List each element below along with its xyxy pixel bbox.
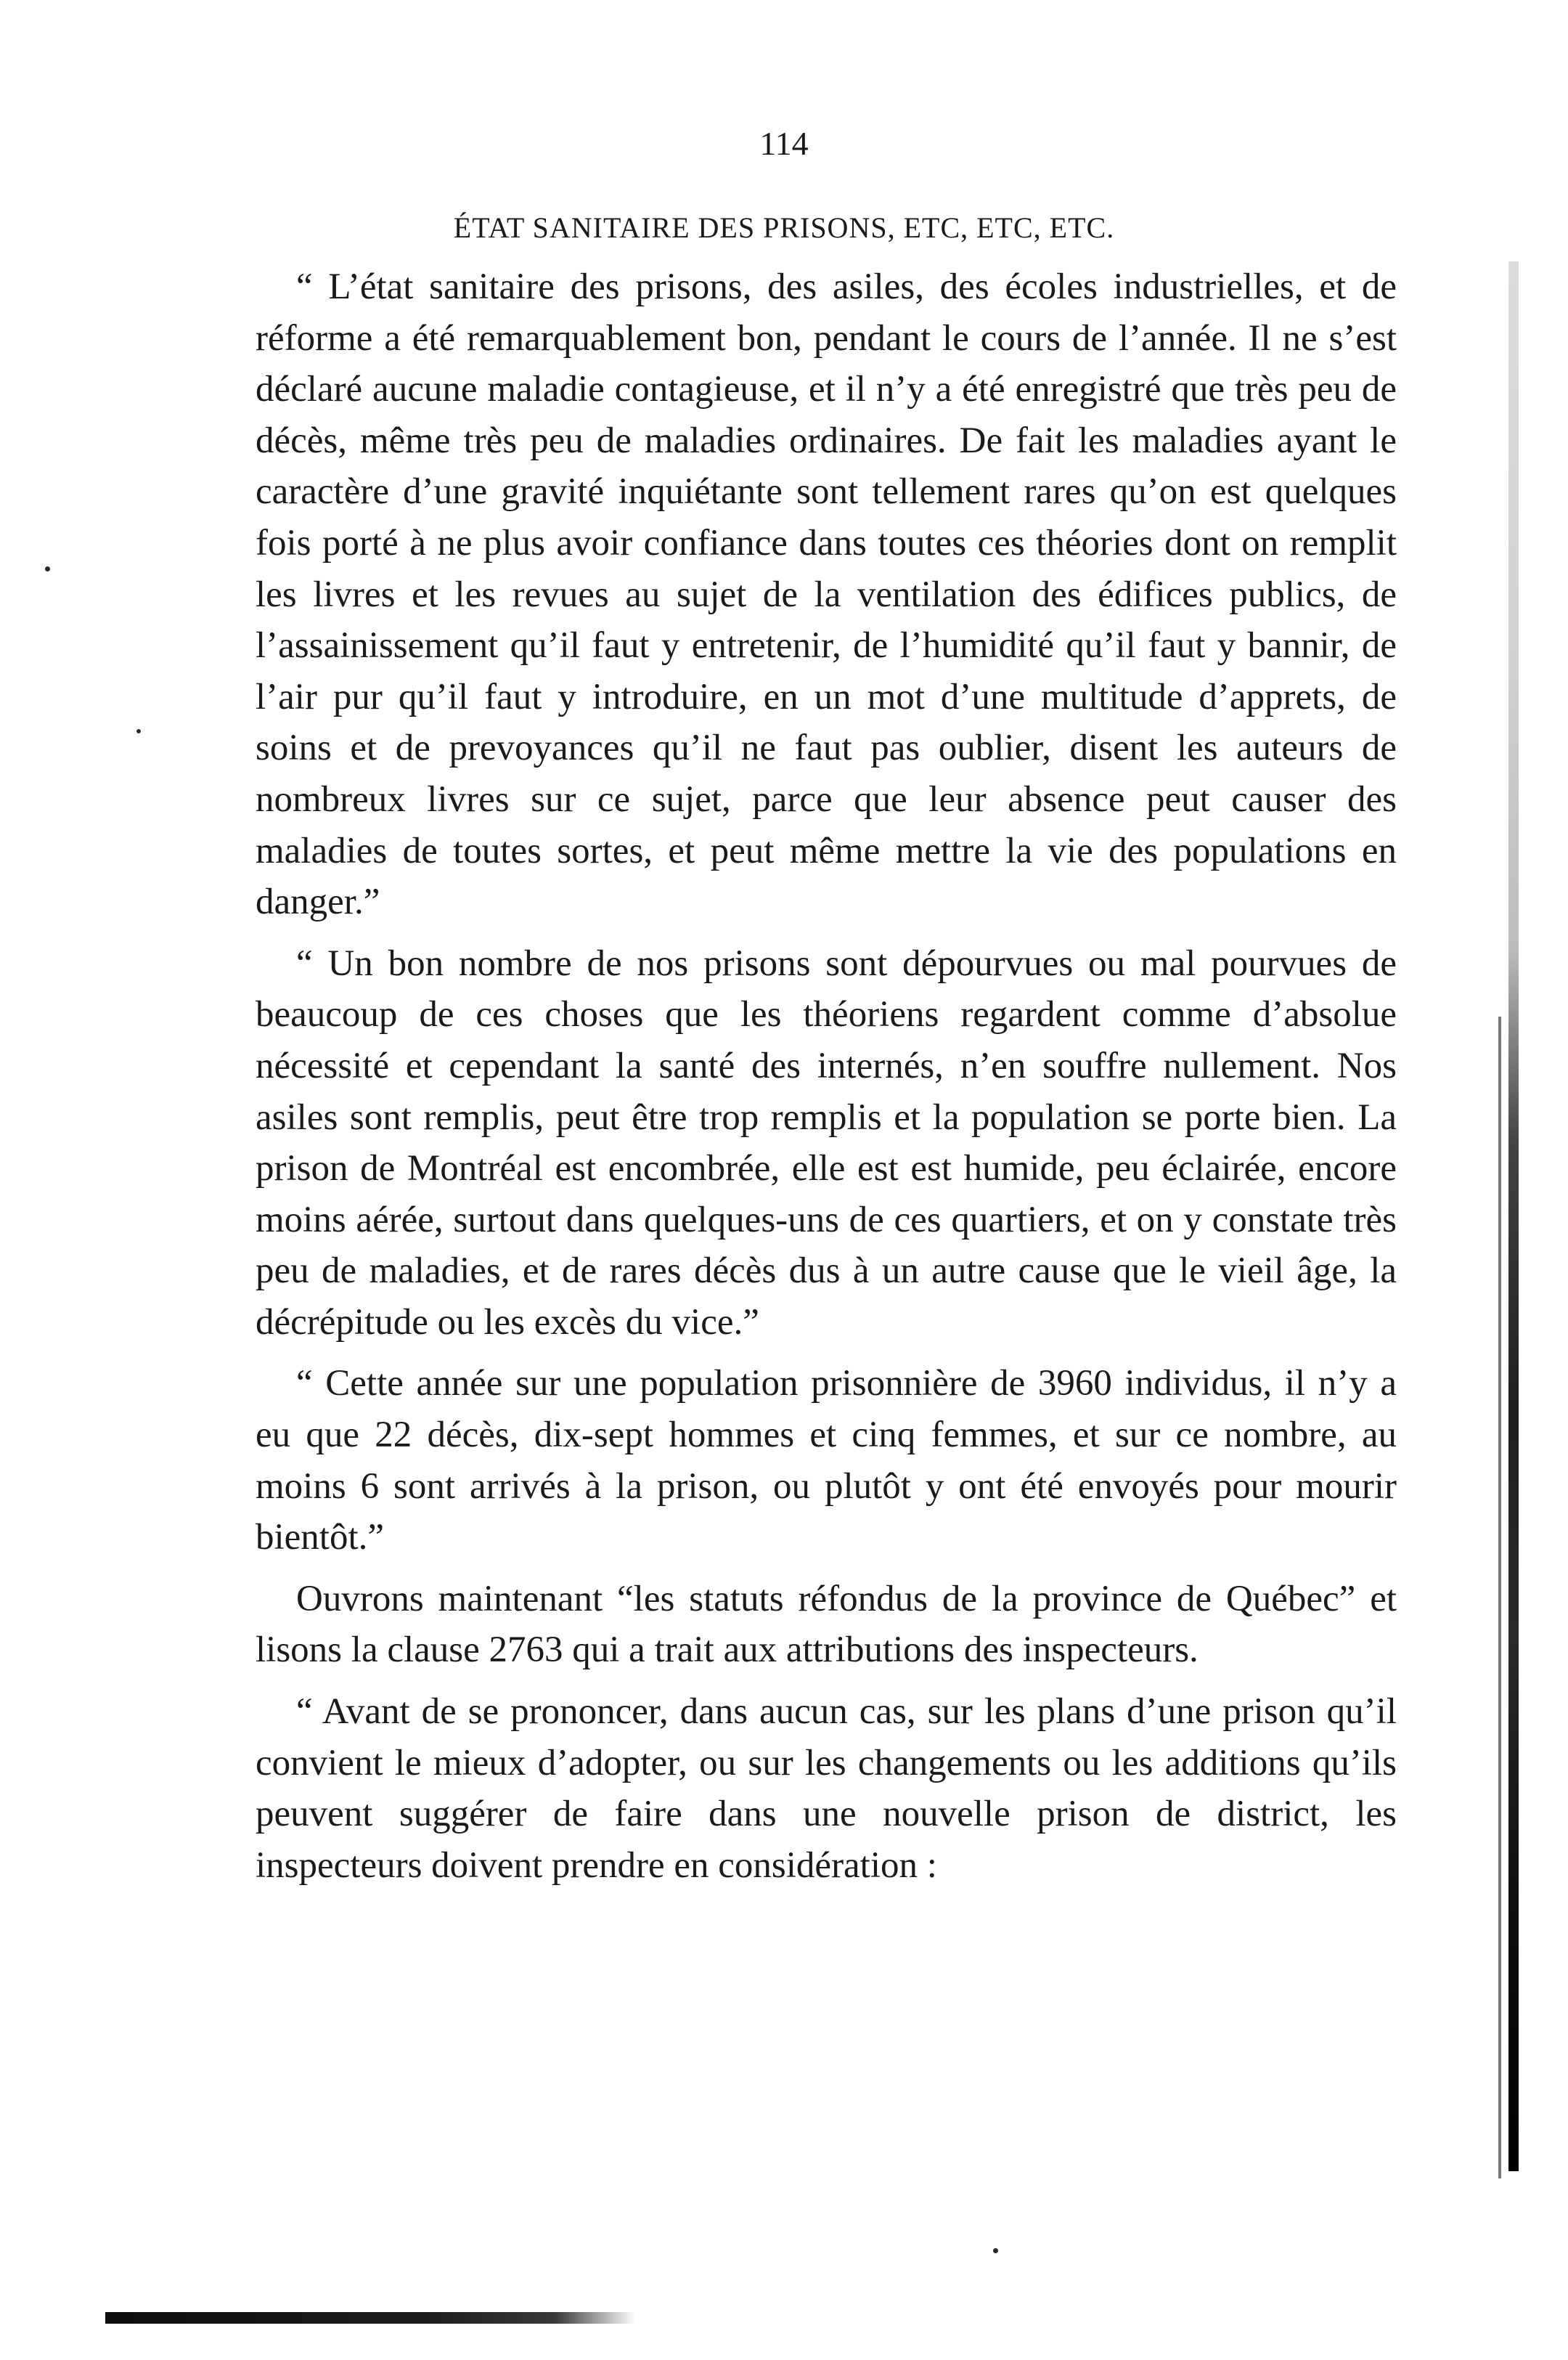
scan-speck	[993, 2248, 998, 2253]
scan-speck	[136, 729, 141, 733]
scan-speck	[45, 566, 50, 571]
body-text	[256, 261, 1397, 1901]
paragraph: Ouvrons maintenant “les statuts réfondus de la province de Québec” et lisons la clause 2763 qui a trait aux attributions des inspecteurs.	[256, 1578, 1397, 1671]
section-heading: ÉTAT SANITAIRE DES PRISONS, ETC, ETC, ETC.	[453, 211, 1115, 244]
scan-edge-shadow-bottom	[105, 2312, 635, 2324]
paragraph: “ Un bon nombre de nos prisons sont dépourvues ou mal pourvues de beaucoup de ces choses que les théoriens regardent comme d’absolue nécessité et cependant la santé des internés, n’en souffre nullement. Nos asiles sont remplis, peut être trop remplis et la population se porte bien. La prison de Montréal est encombrée, elle est est humide, peu éclairée, encore moins aérée, surtout dans quelques-uns de ces quartiers, et on y constate très peu de maladies, et de rares décès dus à un autre cause que le vieil âge, la décrépitude ou les excès du vice.”	[256, 943, 1397, 1343]
page-number: 114	[759, 125, 809, 162]
scan-edge-shadow-right	[1508, 261, 1519, 2171]
paragraph: “ L’état sanitaire des prisons, des asiles, des écoles industrielles, et de réforme a été remarquablement bon, pendant le cours de l’année. Il ne s’est déclaré aucune maladie contagieuse, et il n’y a été enregistré que très peu de décès, même très peu de maladies ordinaires. De fait les maladies ayant le caractère d’une gravité inquiétante sont tellement rares qu’on est quelques fois porté à ne plus avoir confiance dans toutes ces théories dont on remplit les livres et les revues au sujet de la ventilation des édifices publics, de l’assainissement qu’il faut y entretenir, de l’humidité qu’il faut y bannir, de l’air pur qu’il faut y introduire, en un mot d’une multitude d’apprets, de soins et de prevoyances qu’il ne faut pas oublier, disent les auteurs de nombreux livres sur ce sujet, parce que leur absence peut causer des maladies de toutes sortes, et peut même mettre la vie des populations en danger.”	[256, 266, 1397, 923]
paragraph: “ Cette année sur une population prisonnière de 3960 individus, il n’y a eu que 22 décès, dix-sept hommes et cinq femmes, et sur ce nombre, au moins 6 sont arrivés à la prison, ou plutôt y ont été envoyés pour mourir bientôt.”	[256, 1363, 1397, 1558]
scan-edge-line-right	[1498, 1017, 1501, 2178]
paragraph: “ Avant de se prononcer, dans aucun cas, sur les plans d’une prison qu’il convient le mieux d’adopter, ou sur les changements ou les additions qu’ils peuvent suggérer de faire dans une nouvelle prison de district, les inspecteurs doivent prendre en considération :	[256, 1691, 1397, 1886]
